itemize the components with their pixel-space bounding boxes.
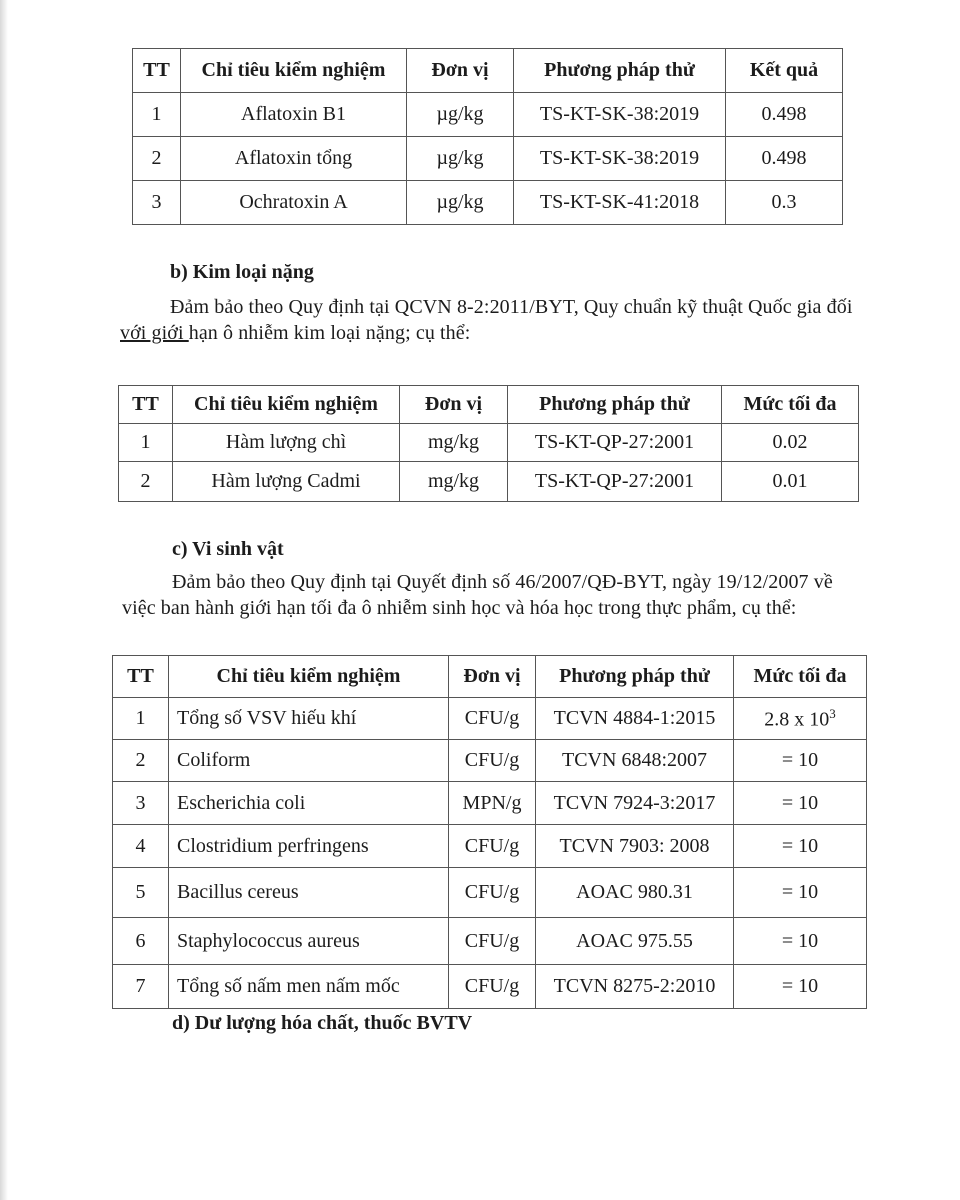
microbiology-table xyxy=(112,655,867,1009)
cell-method: AOAC 975.55 xyxy=(536,918,734,965)
table-row xyxy=(113,825,867,868)
header-unit: Đơn vị xyxy=(400,386,508,424)
header-max-level: Mức tối đa xyxy=(722,386,859,424)
header-max-level: Mức tối đa xyxy=(734,656,867,698)
cell-unit: CFU/g xyxy=(449,698,536,740)
table-header-row xyxy=(119,386,859,424)
cell-result: 0.3 xyxy=(726,181,843,225)
cell-max-level: = 10 xyxy=(734,965,867,1009)
cell-max-level: = 10 xyxy=(734,868,867,918)
header-unit: Đơn vị xyxy=(407,49,514,93)
cell-result: 0.498 xyxy=(726,93,843,137)
section-b-text-underlined: với giới xyxy=(120,322,189,344)
cell-method: TS-KT-SK-41:2018 xyxy=(514,181,726,225)
section-c-heading: c) Vi sinh vật xyxy=(172,538,284,560)
cell-unit: CFU/g xyxy=(449,918,536,965)
cell-tt: 3 xyxy=(133,181,181,225)
cell-tt: 5 xyxy=(113,868,169,918)
cell-max-level: = 10 xyxy=(734,782,867,825)
table-row xyxy=(133,137,843,181)
cell-unit: µg/kg xyxy=(407,137,514,181)
cell-method: TS-KT-QP-27:2001 xyxy=(508,462,722,502)
table-header-row xyxy=(133,49,843,93)
cell-method: TCVN 7924-3:2017 xyxy=(536,782,734,825)
header-tt: TT xyxy=(113,656,169,698)
cell-criteria: Tổng số nấm men nấm mốc xyxy=(169,965,449,1009)
header-unit: Đơn vị xyxy=(449,656,536,698)
table-row xyxy=(133,93,843,137)
header-criteria: Chỉ tiêu kiểm nghiệm xyxy=(181,49,407,93)
table-row xyxy=(113,698,867,740)
header-result: Kết quả xyxy=(726,49,843,93)
cell-unit: µg/kg xyxy=(407,93,514,137)
cell-unit: MPN/g xyxy=(449,782,536,825)
header-tt: TT xyxy=(119,386,173,424)
table-row xyxy=(113,965,867,1009)
table-row xyxy=(133,181,843,225)
cell-max-level: = 10 xyxy=(734,825,867,868)
cell-tt: 2 xyxy=(119,462,173,502)
max-level-exponent: 3 xyxy=(829,705,836,721)
cell-criteria: Escherichia coli xyxy=(169,782,449,825)
table-row xyxy=(119,424,859,462)
cell-tt: 3 xyxy=(113,782,169,825)
header-criteria: Chỉ tiêu kiểm nghiệm xyxy=(169,656,449,698)
cell-criteria: Aflatoxin tổng xyxy=(181,137,407,181)
cell-tt: 6 xyxy=(113,918,169,965)
cell-max-level: 0.02 xyxy=(722,424,859,462)
cell-unit: mg/kg xyxy=(400,424,508,462)
section-d-heading: d) Dư lượng hóa chất, thuốc BVTV xyxy=(172,1012,473,1034)
section-b-text-start: Đảm bảo theo Quy định tại QCVN 8-2:2011/BYT, Quy chuẩn kỹ thuật Quốc gia đối xyxy=(170,296,853,318)
cell-max-level: 0.01 xyxy=(722,462,859,502)
cell-method: TCVN 7903: 2008 xyxy=(536,825,734,868)
cell-method: AOAC 980.31 xyxy=(536,868,734,918)
cell-method: TCVN 4884-1:2015 xyxy=(536,698,734,740)
section-b-paragraph xyxy=(120,294,860,346)
cell-method: TS-KT-SK-38:2019 xyxy=(514,93,726,137)
cell-criteria: Ochratoxin A xyxy=(181,181,407,225)
cell-max-level: = 10 xyxy=(734,918,867,965)
table-row xyxy=(113,918,867,965)
cell-criteria: Clostridium perfringens xyxy=(169,825,449,868)
cell-criteria: Hàm lượng Cadmi xyxy=(173,462,400,502)
header-tt: TT xyxy=(133,49,181,93)
cell-criteria: Bacillus cereus xyxy=(169,868,449,918)
table-row xyxy=(113,782,867,825)
section-c-paragraph: Đảm bảo theo Quy định tại Quyết định số 46/2007/QĐ-BYT, ngày 19/12/2007 về việc ban hành giới hạn tối đa ô nhiễm sinh học và hóa học trong thực phẩm, cụ thể: xyxy=(122,571,833,619)
header-method: Phương pháp thử xyxy=(514,49,726,93)
header-method: Phương pháp thử xyxy=(536,656,734,698)
cell-unit: CFU/g xyxy=(449,868,536,918)
cell-unit: CFU/g xyxy=(449,740,536,782)
cell-criteria: Hàm lượng chì xyxy=(173,424,400,462)
header-criteria: Chỉ tiêu kiểm nghiệm xyxy=(173,386,400,424)
cell-max-level: = 10 xyxy=(734,740,867,782)
cell-method: TCVN 6848:2007 xyxy=(536,740,734,782)
cell-criteria: Coliform xyxy=(169,740,449,782)
cell-tt: 2 xyxy=(113,740,169,782)
cell-method: TS-KT-QP-27:2001 xyxy=(508,424,722,462)
page-edge-shadow xyxy=(0,0,8,1200)
cell-criteria: Staphylococcus aureus xyxy=(169,918,449,965)
cell-tt: 1 xyxy=(113,698,169,740)
cell-criteria: Tổng số VSV hiếu khí xyxy=(169,698,449,740)
cell-result: 0.498 xyxy=(726,137,843,181)
cell-unit: µg/kg xyxy=(407,181,514,225)
cell-tt: 2 xyxy=(133,137,181,181)
heavy-metal-table xyxy=(118,385,859,502)
cell-tt: 1 xyxy=(133,93,181,137)
max-level-base: 2.8 x 10 xyxy=(764,708,830,731)
cell-criteria: Aflatoxin B1 xyxy=(181,93,407,137)
cell-unit: CFU/g xyxy=(449,825,536,868)
cell-unit: CFU/g xyxy=(449,965,536,1009)
table-row xyxy=(119,462,859,502)
header-method: Phương pháp thử xyxy=(508,386,722,424)
cell-max-level xyxy=(734,698,867,740)
table-row xyxy=(113,740,867,782)
cell-tt: 4 xyxy=(113,825,169,868)
table-header-row xyxy=(113,656,867,698)
section-b-text-end: hạn ô nhiễm kim loại nặng; cụ thể: xyxy=(188,322,471,344)
cell-method: TCVN 8275-2:2010 xyxy=(536,965,734,1009)
mycotoxin-table xyxy=(132,48,843,225)
cell-unit: mg/kg xyxy=(400,462,508,502)
cell-method: TS-KT-SK-38:2019 xyxy=(514,137,726,181)
cell-tt: 7 xyxy=(113,965,169,1009)
table-row xyxy=(113,868,867,918)
cell-tt: 1 xyxy=(119,424,173,462)
section-b-heading: b) Kim loại nặng xyxy=(170,261,314,283)
